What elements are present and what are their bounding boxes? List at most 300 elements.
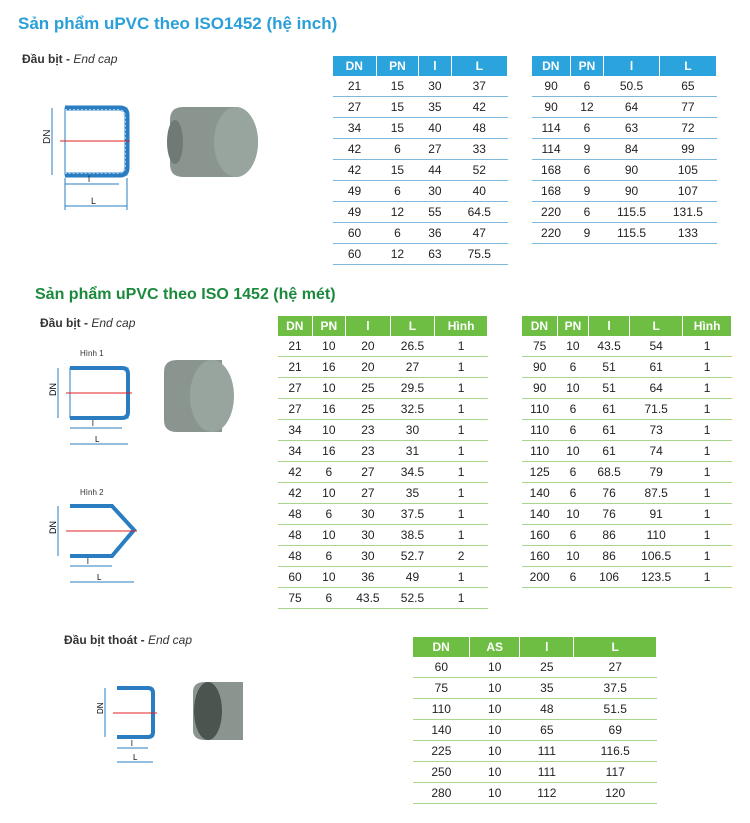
table-row — [278, 357, 488, 378]
table-cell: 140 — [413, 720, 470, 741]
table-row — [413, 741, 657, 762]
table-cell: 34 — [278, 441, 312, 462]
table-cell: 9 — [570, 181, 604, 202]
table-cell: 49 — [333, 202, 376, 223]
svg-text:l: l — [131, 739, 133, 748]
table-row — [333, 181, 508, 202]
table-cell: 6 — [376, 223, 419, 244]
table-cell: 15 — [376, 97, 419, 118]
table-cell: 27 — [333, 97, 376, 118]
table-cell: 10 — [557, 378, 588, 399]
table-cell: 220 — [532, 223, 570, 244]
table-cell: 34 — [278, 420, 312, 441]
table-cell: 61 — [589, 420, 630, 441]
table-cell: 90 — [522, 357, 557, 378]
table-cell: 1 — [683, 546, 732, 567]
table-cell: 1 — [683, 525, 732, 546]
table-cell: 69 — [574, 720, 657, 741]
table-cell: 116.5 — [574, 741, 657, 762]
column-header: Hình — [435, 316, 488, 336]
table-row — [278, 588, 488, 609]
table-cell: 250 — [413, 762, 470, 783]
drain-table — [413, 637, 657, 804]
table-cell: 64 — [604, 97, 659, 118]
column-header: DN — [522, 316, 557, 336]
table-cell: 168 — [532, 181, 570, 202]
svg-text:DN: DN — [48, 383, 58, 396]
table-cell: 1 — [683, 441, 732, 462]
table-cell: 1 — [435, 441, 488, 462]
table-row — [278, 441, 488, 462]
table-cell: 6 — [312, 546, 346, 567]
table-cell: 10 — [557, 441, 588, 462]
column-header: L — [574, 637, 657, 657]
column-header: DN — [532, 56, 570, 76]
table-cell: 10 — [312, 336, 346, 357]
table-row — [278, 483, 488, 504]
table-cell: 51 — [589, 357, 630, 378]
svg-text:l: l — [92, 419, 94, 428]
table-cell: 34 — [333, 118, 376, 139]
table-cell: 30 — [419, 76, 451, 97]
table-cell: 48 — [278, 504, 312, 525]
table-cell: 1 — [683, 357, 732, 378]
column-header: PN — [557, 316, 588, 336]
table-cell: 112 — [520, 783, 574, 804]
table-cell: 27 — [278, 399, 312, 420]
table-cell: 1 — [683, 399, 732, 420]
table-cell: 1 — [435, 357, 488, 378]
fig2-caption: Hình 2 — [80, 488, 104, 497]
table-row — [522, 399, 732, 420]
table-cell: 71.5 — [630, 399, 683, 420]
table-cell: 25 — [520, 657, 574, 678]
column-header: l — [604, 56, 659, 76]
section-inch-product-label: Đầu bịt - End cap — [22, 52, 118, 66]
table-cell: 31 — [390, 441, 435, 462]
table-cell: 2 — [435, 546, 488, 567]
table-cell: 42 — [333, 139, 376, 160]
table-row — [278, 525, 488, 546]
table-cell: 106.5 — [630, 546, 683, 567]
table-row — [333, 76, 508, 97]
table-cell: 61 — [589, 399, 630, 420]
table-cell: 107 — [659, 181, 716, 202]
table-row — [532, 118, 717, 139]
column-header: Hình — [683, 316, 732, 336]
end-cap-fig1-diagram — [42, 360, 242, 450]
table-cell: 21 — [278, 357, 312, 378]
table-row — [522, 378, 732, 399]
table-cell: 6 — [557, 525, 588, 546]
table-row — [522, 567, 732, 588]
table-cell: 20 — [346, 357, 391, 378]
table-row — [278, 567, 488, 588]
table-cell: 30 — [419, 181, 451, 202]
table-cell: 76 — [589, 483, 630, 504]
table-cell: 47 — [451, 223, 507, 244]
table-cell: 36 — [419, 223, 451, 244]
table-cell: 6 — [557, 357, 588, 378]
column-header: PN — [570, 56, 604, 76]
table-cell: 33 — [451, 139, 507, 160]
table-cell: 6 — [557, 483, 588, 504]
table-row — [333, 97, 508, 118]
section-metric-product-label: Đầu bịt - End cap — [40, 316, 136, 330]
table-cell: 40 — [451, 181, 507, 202]
column-header: l — [419, 56, 451, 76]
column-header: L — [390, 316, 435, 336]
column-header: DN — [278, 316, 312, 336]
table-cell: 30 — [390, 420, 435, 441]
table-cell: 1 — [435, 399, 488, 420]
table-cell: 6 — [557, 462, 588, 483]
table-cell: 20 — [346, 336, 391, 357]
table-cell: 48 — [451, 118, 507, 139]
table-cell: 1 — [683, 462, 732, 483]
fig1-caption: Hình 1 — [80, 349, 104, 358]
table-row — [522, 483, 732, 504]
table-row — [532, 223, 717, 244]
table-row — [413, 762, 657, 783]
table-cell: 30 — [346, 546, 391, 567]
table-cell: 55 — [419, 202, 451, 223]
table-cell: 75.5 — [451, 244, 507, 265]
table-row — [413, 783, 657, 804]
table-cell: 15 — [376, 160, 419, 181]
table-cell: 9 — [570, 139, 604, 160]
table-row — [532, 97, 717, 118]
svg-text:l: l — [87, 557, 89, 566]
table-row — [522, 420, 732, 441]
table-cell: 1 — [435, 336, 488, 357]
table-cell: 115.5 — [604, 202, 659, 223]
table-cell: 21 — [333, 76, 376, 97]
table-row — [522, 525, 732, 546]
table-row — [333, 139, 508, 160]
table-row — [413, 657, 657, 678]
svg-text:L: L — [97, 573, 102, 582]
table-cell: 86 — [589, 525, 630, 546]
table-cell: 110 — [630, 525, 683, 546]
table-cell: 27 — [419, 139, 451, 160]
table-cell: 90 — [532, 97, 570, 118]
table-cell: 86 — [589, 546, 630, 567]
table-cell: 30 — [346, 525, 391, 546]
table-cell: 75 — [413, 678, 470, 699]
table-cell: 29.5 — [390, 378, 435, 399]
table-cell: 43.5 — [589, 336, 630, 357]
table-cell: 10 — [470, 783, 520, 804]
table-cell: 61 — [630, 357, 683, 378]
table-cell: 16 — [312, 399, 346, 420]
column-header: l — [520, 637, 574, 657]
table-row — [333, 244, 508, 265]
table-cell: 73 — [630, 420, 683, 441]
table-cell: 12 — [570, 97, 604, 118]
table-cell: 27 — [390, 357, 435, 378]
drain-end-cap-diagram — [93, 680, 253, 770]
table-cell: 10 — [470, 741, 520, 762]
table-row — [522, 504, 732, 525]
inch-table-right — [532, 56, 717, 244]
table-row — [278, 546, 488, 567]
table-row — [278, 336, 488, 357]
table-cell: 51.5 — [574, 699, 657, 720]
table-cell: 42 — [333, 160, 376, 181]
table-cell: 10 — [312, 567, 346, 588]
table-cell: 160 — [522, 525, 557, 546]
table-row — [522, 336, 732, 357]
table-cell: 200 — [522, 567, 557, 588]
table-cell: 125 — [522, 462, 557, 483]
table-cell: 9 — [570, 223, 604, 244]
column-header: PN — [376, 56, 419, 76]
table-row — [522, 441, 732, 462]
section-inch-title: Sản phẩm uPVC theo ISO1452 (hệ inch) — [18, 14, 338, 33]
table-cell: 6 — [557, 399, 588, 420]
table-cell: 160 — [522, 546, 557, 567]
table-cell: 15 — [376, 118, 419, 139]
table-cell: 91 — [630, 504, 683, 525]
table-cell: 140 — [522, 483, 557, 504]
column-header: l — [589, 316, 630, 336]
table-row — [333, 118, 508, 139]
table-cell: 1 — [435, 378, 488, 399]
table-cell: 1 — [683, 483, 732, 504]
table-cell: 25 — [346, 399, 391, 420]
table-cell: 99 — [659, 139, 716, 160]
table-cell: 10 — [470, 720, 520, 741]
section-metric-title: Sản phẩm uPVC theo ISO 1452 (hệ mét) — [35, 286, 336, 303]
table-cell: 52.5 — [390, 588, 435, 609]
column-header: DN — [413, 637, 470, 657]
table-cell: 114 — [532, 118, 570, 139]
table-row — [522, 546, 732, 567]
table-cell: 10 — [557, 546, 588, 567]
table-row — [522, 357, 732, 378]
table-cell: 10 — [557, 504, 588, 525]
table-row — [522, 462, 732, 483]
table-cell: 123.5 — [630, 567, 683, 588]
table-cell: 42 — [451, 97, 507, 118]
table-cell: 35 — [520, 678, 574, 699]
table-cell: 75 — [522, 336, 557, 357]
table-cell: 1 — [683, 504, 732, 525]
table-row — [413, 699, 657, 720]
table-cell: 48 — [520, 699, 574, 720]
table-cell: 280 — [413, 783, 470, 804]
table-cell: 64 — [630, 378, 683, 399]
table-cell: 42 — [278, 483, 312, 504]
table-row — [532, 160, 717, 181]
svg-text:L: L — [133, 753, 138, 762]
table-cell: 110 — [522, 441, 557, 462]
table-row — [278, 399, 488, 420]
table-cell: 10 — [312, 420, 346, 441]
table-cell: 23 — [346, 441, 391, 462]
table-cell: 1 — [683, 420, 732, 441]
table-cell: 1 — [683, 336, 732, 357]
table-cell: 1 — [435, 588, 488, 609]
table-cell: 1 — [435, 504, 488, 525]
table-cell: 37.5 — [390, 504, 435, 525]
column-header: L — [451, 56, 507, 76]
table-cell: 12 — [376, 202, 419, 223]
table-cell: 225 — [413, 741, 470, 762]
table-cell: 87.5 — [630, 483, 683, 504]
table-cell: 6 — [376, 139, 419, 160]
table-cell: 76 — [589, 504, 630, 525]
table-cell: 106 — [589, 567, 630, 588]
table-cell: 1 — [435, 567, 488, 588]
table-cell: 6 — [570, 160, 604, 181]
table-cell: 6 — [312, 504, 346, 525]
table-cell: 220 — [532, 202, 570, 223]
table-row — [278, 378, 488, 399]
table-cell: 168 — [532, 160, 570, 181]
metric-table-right — [522, 316, 732, 588]
table-cell: 6 — [557, 420, 588, 441]
end-cap-fig2-diagram — [42, 498, 162, 588]
section-drain-product-label: Đầu bịt thoát - End cap — [64, 633, 193, 647]
table-row — [278, 462, 488, 483]
table-cell: 48 — [278, 546, 312, 567]
svg-text:DN: DN — [96, 702, 105, 714]
table-cell: 35 — [419, 97, 451, 118]
table-cell: 117 — [574, 762, 657, 783]
inch-table-left — [333, 56, 508, 265]
table-cell: 42 — [278, 462, 312, 483]
table-cell: 43.5 — [346, 588, 391, 609]
table-cell: 72 — [659, 118, 716, 139]
table-cell: 111 — [520, 762, 574, 783]
svg-text:DN: DN — [42, 129, 53, 144]
table-cell: 60 — [278, 567, 312, 588]
table-cell: 16 — [312, 441, 346, 462]
table-cell: 65 — [659, 76, 716, 97]
table-cell: 12 — [376, 244, 419, 265]
svg-text:L: L — [91, 196, 97, 206]
table-row — [532, 139, 717, 160]
table-cell: 84 — [604, 139, 659, 160]
table-cell: 64.5 — [451, 202, 507, 223]
table-row — [413, 678, 657, 699]
table-cell: 60 — [333, 223, 376, 244]
table-cell: 51 — [589, 378, 630, 399]
table-row — [333, 223, 508, 244]
table-row — [333, 160, 508, 181]
table-cell: 34.5 — [390, 462, 435, 483]
table-cell: 110 — [522, 420, 557, 441]
table-cell: 6 — [376, 181, 419, 202]
table-cell: 79 — [630, 462, 683, 483]
table-cell: 1 — [683, 567, 732, 588]
table-cell: 90 — [522, 378, 557, 399]
table-cell: 50.5 — [604, 76, 659, 97]
table-cell: 27 — [278, 378, 312, 399]
table-row — [278, 504, 488, 525]
table-cell: 140 — [522, 504, 557, 525]
table-cell: 63 — [604, 118, 659, 139]
column-header: PN — [312, 316, 346, 336]
table-row — [278, 420, 488, 441]
table-cell: 32.5 — [390, 399, 435, 420]
table-cell: 25 — [346, 378, 391, 399]
svg-text:l: l — [88, 174, 90, 184]
table-cell: 10 — [557, 336, 588, 357]
table-cell: 10 — [470, 699, 520, 720]
table-cell: 26.5 — [390, 336, 435, 357]
table-cell: 15 — [376, 76, 419, 97]
table-cell: 10 — [312, 483, 346, 504]
table-cell: 23 — [346, 420, 391, 441]
table-cell: 74 — [630, 441, 683, 462]
table-cell: 1 — [435, 462, 488, 483]
table-cell: 77 — [659, 97, 716, 118]
table-cell: 10 — [470, 762, 520, 783]
table-cell: 6 — [312, 462, 346, 483]
table-row — [532, 76, 717, 97]
table-cell: 68.5 — [589, 462, 630, 483]
table-cell: 133 — [659, 223, 716, 244]
table-cell: 21 — [278, 336, 312, 357]
end-cap-diagram — [30, 100, 260, 215]
table-row — [413, 720, 657, 741]
table-cell: 10 — [470, 657, 520, 678]
table-cell: 105 — [659, 160, 716, 181]
table-cell: 52.7 — [390, 546, 435, 567]
table-cell: 10 — [470, 678, 520, 699]
table-cell: 6 — [557, 567, 588, 588]
table-cell: 30 — [346, 504, 391, 525]
table-row — [532, 202, 717, 223]
table-cell: 6 — [570, 76, 604, 97]
column-header: l — [346, 316, 391, 336]
table-cell: 27 — [346, 462, 391, 483]
table-cell: 48 — [278, 525, 312, 546]
table-cell: 1 — [435, 420, 488, 441]
table-cell: 37 — [451, 76, 507, 97]
column-header: AS — [470, 637, 520, 657]
table-cell: 111 — [520, 741, 574, 762]
table-cell: 63 — [419, 244, 451, 265]
table-cell: 61 — [589, 441, 630, 462]
table-cell: 6 — [570, 202, 604, 223]
table-cell: 52 — [451, 160, 507, 181]
table-cell: 49 — [390, 567, 435, 588]
table-cell: 38.5 — [390, 525, 435, 546]
table-cell: 10 — [312, 378, 346, 399]
svg-text:L: L — [95, 435, 100, 444]
column-header: DN — [333, 56, 376, 76]
table-cell: 10 — [312, 525, 346, 546]
table-cell: 44 — [419, 160, 451, 181]
table-cell: 110 — [413, 699, 470, 720]
table-cell: 90 — [604, 160, 659, 181]
table-row — [532, 181, 717, 202]
table-cell: 36 — [346, 567, 391, 588]
table-cell: 90 — [532, 76, 570, 97]
metric-table-left — [278, 316, 488, 609]
table-cell: 65 — [520, 720, 574, 741]
table-cell: 60 — [333, 244, 376, 265]
svg-text:DN: DN — [48, 521, 58, 534]
table-cell: 49 — [333, 181, 376, 202]
table-row — [333, 202, 508, 223]
table-cell: 6 — [312, 588, 346, 609]
table-cell: 27 — [346, 483, 391, 504]
